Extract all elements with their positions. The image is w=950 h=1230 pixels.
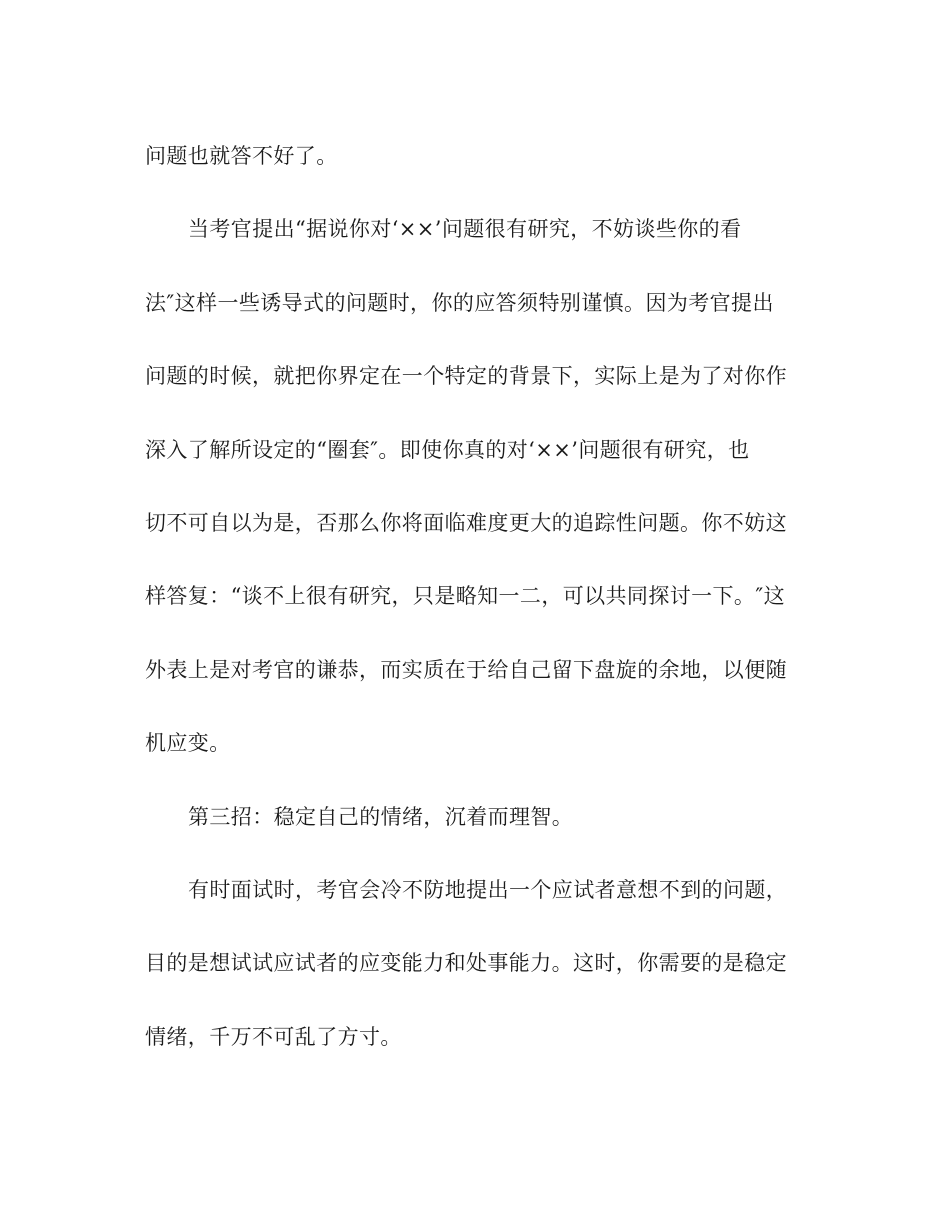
text-line-2: 当考官提出“据说你对‘××’问题很有研究，不妨谈些你的看 [188,217,742,241]
section-heading: 第三招：稳定自己的情绪，沉着而理智。 [188,805,574,829]
text-line-3: 法″这样一些诱导式的问题时，你的应答须特别谨慎。因为考官提出 [145,291,774,315]
text-line-7: 样答复：“谈不上很有研究，只是略知一二，可以共同探讨一下。″这 [145,584,785,608]
text-line-8: 外表上是对考官的谦恭，而实质在于给自己留下盘旋的余地，以便随 [145,658,787,682]
text-line-6: 切不可自以为是，否那么你将面临难度更大的追踪性问题。你不妨这 [145,511,787,535]
text-line-5: 深入了解所设定的“圈套″。即使你真的对‘××’问题很有研究，也 [145,438,750,462]
text-line-4: 问题的时候，就把你界定在一个特定的背景下，实际上是为了对你作 [145,364,787,388]
text-line-9: 机应变。 [145,731,231,755]
text-line-12: 目的是想试试应试者的应变能力和处事能力。这时，你需要的是稳定 [145,951,787,975]
text-line-1: 问题也就答不好了。 [145,144,338,168]
text-line-11: 有时面试时，考官会冷不防地提出一个应试者意想不到的问题， [188,878,788,902]
text-line-13: 情绪，千万不可乱了方寸。 [145,1025,402,1049]
